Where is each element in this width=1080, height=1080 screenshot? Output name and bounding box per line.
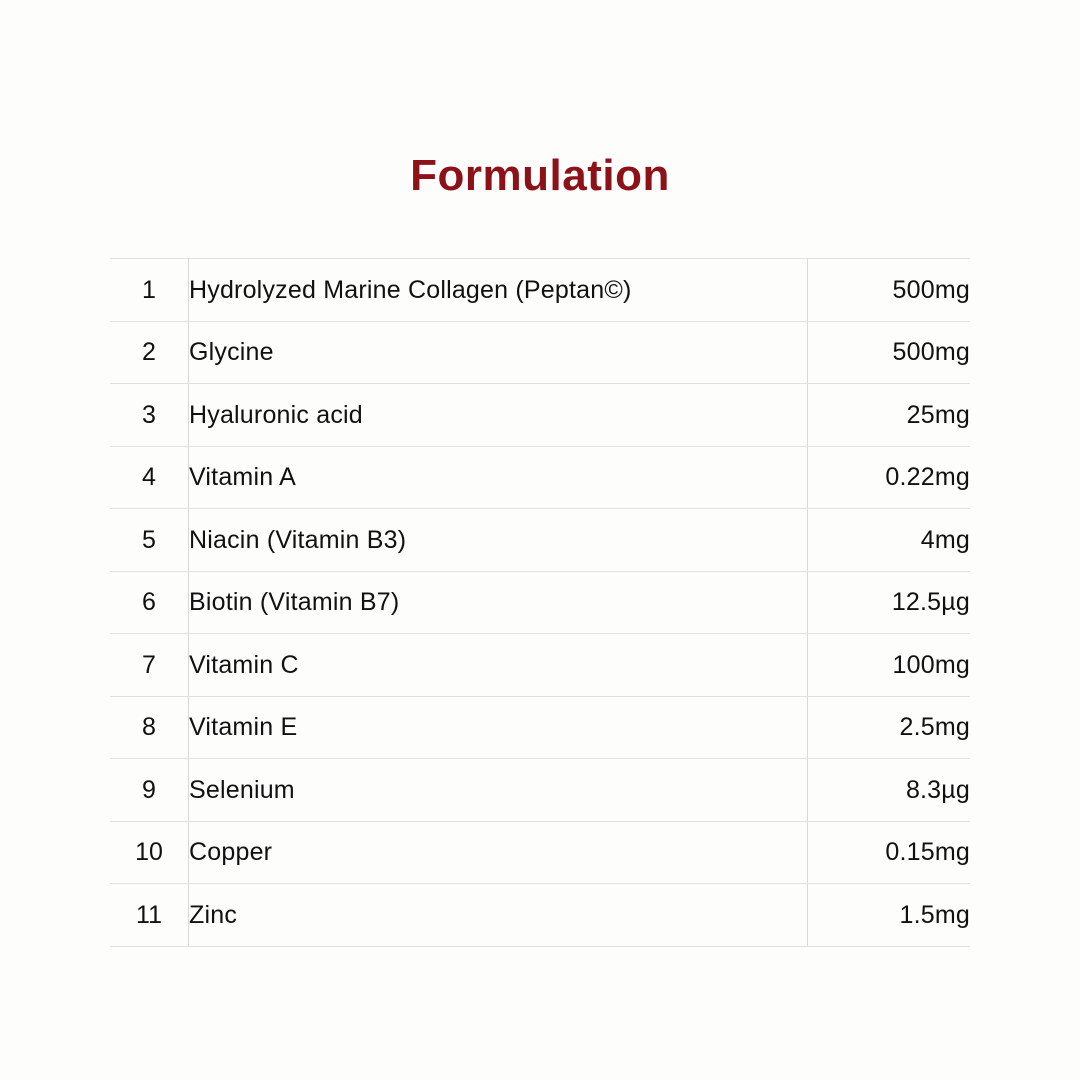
table-row: [110, 509, 970, 572]
row-amount: 0.15mg: [808, 821, 971, 884]
row-index: 4: [110, 446, 189, 509]
table-row: [110, 384, 970, 447]
row-index: 3: [110, 384, 189, 447]
row-amount: 25mg: [808, 384, 971, 447]
table-row: [110, 821, 970, 884]
row-index: 7: [110, 634, 189, 697]
row-amount: 100mg: [808, 634, 971, 697]
row-index: 6: [110, 571, 189, 634]
row-amount: 1.5mg: [808, 884, 971, 947]
row-amount: 8.3µg: [808, 759, 971, 822]
row-index: 8: [110, 696, 189, 759]
table-row: [110, 259, 970, 322]
page-title: Formulation: [410, 151, 670, 200]
formulation-table: [110, 258, 970, 947]
row-index: 11: [110, 884, 189, 947]
row-index: 10: [110, 821, 189, 884]
row-name: Glycine: [189, 321, 808, 384]
row-amount: 12.5µg: [808, 571, 971, 634]
formulation-table-body: [110, 259, 970, 947]
table-row: [110, 759, 970, 822]
row-name: Vitamin C: [189, 634, 808, 697]
row-name: Hyaluronic acid: [189, 384, 808, 447]
row-name: Selenium: [189, 759, 808, 822]
table-row: [110, 634, 970, 697]
row-name: Hydrolyzed Marine Collagen (Peptan©): [189, 259, 808, 322]
row-amount: 4mg: [808, 509, 971, 572]
table-row: [110, 321, 970, 384]
row-index: 5: [110, 509, 189, 572]
row-amount: 2.5mg: [808, 696, 971, 759]
row-index: 2: [110, 321, 189, 384]
table-row: [110, 696, 970, 759]
row-amount: 500mg: [808, 321, 971, 384]
row-name: Biotin (Vitamin B7): [189, 571, 808, 634]
row-name: Niacin (Vitamin B3): [189, 509, 808, 572]
table-row: [110, 446, 970, 509]
row-name: Zinc: [189, 884, 808, 947]
table-row: [110, 571, 970, 634]
row-name: Copper: [189, 821, 808, 884]
row-amount: 500mg: [808, 259, 971, 322]
row-name: Vitamin E: [189, 696, 808, 759]
row-index: 1: [110, 259, 189, 322]
row-amount: 0.22mg: [808, 446, 971, 509]
row-name: Vitamin A: [189, 446, 808, 509]
row-index: 9: [110, 759, 189, 822]
formulation-table-wrap: [0, 258, 1080, 947]
table-row: [110, 884, 970, 947]
